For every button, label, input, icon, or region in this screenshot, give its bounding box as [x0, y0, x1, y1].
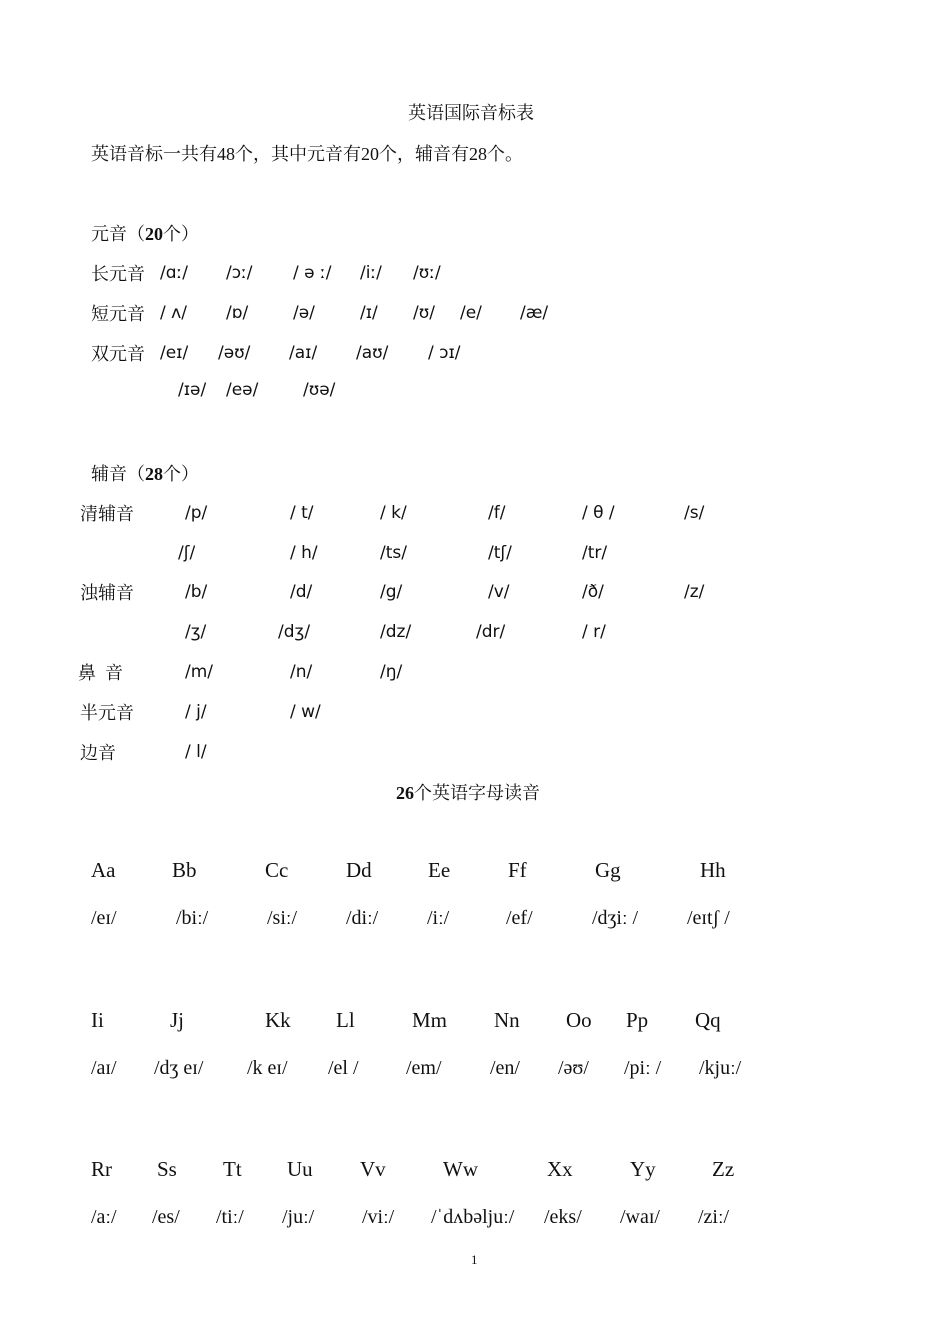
letter-pronunciation: /iː/ [427, 907, 450, 929]
letter: Dd [346, 858, 372, 882]
letter: Jj [170, 1008, 185, 1032]
letter-pronunciation: /dʒ eɪ/ [154, 1057, 204, 1079]
letter-pronunciation: /kjuː/ [699, 1057, 742, 1079]
diphthong: /aɪ/ [289, 343, 318, 363]
letter: Mm [412, 1008, 448, 1032]
voiceless-consonant: /ts/ [380, 543, 407, 563]
long-vowel: /ʊː/ [413, 263, 441, 283]
letter-pronunciation: /tiː/ [216, 1206, 244, 1228]
short-vowel: /ɒ/ [226, 303, 249, 323]
letter-pronunciation: /əʊ/ [558, 1057, 589, 1079]
short-vowel: / ʌ/ [160, 303, 187, 323]
voiced-consonant: /ð/ [582, 582, 604, 602]
long-vowels-label: 长元音 [91, 264, 145, 284]
letter-pronunciation: /en/ [490, 1057, 520, 1079]
diphthong: /aʊ/ [356, 343, 389, 363]
semivowel-label: 半元音 [80, 703, 134, 723]
voiceless-consonant: /tʃ/ [488, 543, 512, 563]
voiced-consonant: / r/ [582, 622, 606, 642]
nasal-label: 鼻 音 [78, 663, 123, 683]
diphthong: /əʊ/ [218, 343, 251, 363]
letter-pronunciation: /siː/ [267, 907, 298, 929]
semivowel-consonant: / j/ [185, 702, 207, 722]
voiceless-consonant: / k/ [380, 503, 407, 523]
letter: Bb [172, 858, 197, 882]
short-vowel: /æ/ [520, 303, 549, 323]
letter-pronunciation: /viː/ [362, 1206, 395, 1228]
letter: Uu [287, 1157, 313, 1181]
voiced-consonant: /v/ [488, 582, 510, 602]
short-vowel: /e/ [460, 303, 482, 323]
short-vowels-label: 短元音 [91, 304, 145, 324]
consonants-heading: 辅音（28个） [91, 464, 199, 484]
alphabet-heading: 26个英语字母读音 [396, 783, 540, 803]
voiced-consonant: /dr/ [476, 622, 506, 642]
letter-pronunciation: /em/ [406, 1057, 442, 1079]
letter-pronunciation: /ef/ [506, 907, 533, 929]
letter: Yy [630, 1157, 656, 1181]
letter: Zz [712, 1157, 735, 1181]
page-number: 1 [471, 1252, 478, 1267]
voiceless-consonant: /ʃ/ [178, 543, 196, 563]
diphthong: /eə/ [226, 380, 259, 400]
voiced-consonant: /d/ [290, 582, 313, 602]
voiceless-consonant: /f/ [488, 503, 506, 523]
voiceless-consonant: / t/ [290, 503, 314, 523]
long-vowel: /ɔː/ [226, 263, 253, 283]
letter-pronunciation: /aː/ [91, 1206, 117, 1228]
letter-pronunciation: /eɪtʃ / [687, 907, 730, 929]
letter: Tt [223, 1157, 242, 1181]
letter-pronunciation: /waɪ/ [620, 1206, 660, 1228]
letter: Qq [695, 1008, 721, 1032]
letter: Hh [700, 858, 726, 882]
short-vowel: /ɪ/ [360, 303, 378, 323]
letter-pronunciation: /k eɪ/ [247, 1057, 288, 1079]
letter-pronunciation: /diː/ [346, 907, 379, 929]
nasal-consonant: /n/ [290, 662, 313, 682]
letter-pronunciation: /aɪ/ [91, 1057, 117, 1079]
letter-pronunciation: /juː/ [282, 1206, 315, 1228]
voiced-consonant: /dʒ/ [278, 622, 311, 642]
nasal-consonant: /m/ [185, 662, 214, 682]
letter: Aa [91, 858, 116, 882]
letter-pronunciation: /piː / [624, 1057, 662, 1079]
vowels-heading: 元音（20个） [91, 224, 199, 244]
voiceless-consonant: / h/ [290, 543, 318, 563]
letter: Ww [443, 1157, 478, 1181]
letter-pronunciation: /biː/ [176, 907, 209, 929]
letter: Ii [91, 1008, 104, 1032]
intro-text: 英语音标一共有48个，其中元音有20个，辅音有28个。 [91, 144, 523, 164]
letter-pronunciation: /el / [328, 1057, 359, 1079]
long-vowel: /iː/ [360, 263, 382, 283]
long-vowel: / ə ː/ [293, 263, 332, 283]
letter: Xx [547, 1157, 573, 1181]
voiced-consonant: /g/ [380, 582, 403, 602]
letter-pronunciation: /dʒiː / [592, 907, 639, 929]
letter: Rr [91, 1157, 112, 1181]
nasal-consonant: /ŋ/ [380, 662, 403, 682]
voiced-consonant: /ʒ/ [185, 622, 207, 642]
lateral-label: 边音 [80, 743, 116, 763]
voiceless-consonant: /s/ [684, 503, 705, 523]
letter: Ff [508, 858, 527, 882]
voiced-consonant: /dz/ [380, 622, 412, 642]
letter: Vv [360, 1157, 386, 1181]
diphthong: /eɪ/ [160, 343, 189, 363]
letter: Pp [626, 1008, 649, 1032]
diphthong: /ɪə/ [178, 380, 207, 400]
letter-pronunciation: /eɪ/ [91, 907, 117, 929]
letter: Ee [428, 858, 451, 882]
voiced-label: 浊辅音 [80, 583, 134, 603]
letter: Gg [595, 858, 621, 882]
letter: Ll [336, 1008, 355, 1032]
voiceless-consonant: /tr/ [582, 543, 608, 563]
short-vowel: /ə/ [293, 303, 315, 323]
voiceless-consonant: / θ / [582, 503, 615, 523]
letter: Oo [566, 1008, 592, 1032]
page-title: 英语国际音标表 [408, 103, 534, 123]
letter: Nn [494, 1008, 520, 1032]
letter-pronunciation: /eks/ [544, 1206, 582, 1228]
letter-pronunciation: /ˈdʌbəljuː/ [431, 1206, 515, 1228]
diphthong: / ɔɪ/ [428, 343, 461, 363]
semivowel-consonant: / w/ [290, 702, 321, 722]
short-vowel: /ʊ/ [413, 303, 435, 323]
letter: Cc [265, 858, 289, 882]
letter: Ss [157, 1157, 177, 1181]
letter-pronunciation: /ziː/ [698, 1206, 730, 1228]
diphthongs-label: 双元音 [91, 344, 145, 364]
lateral-consonant: / l/ [185, 742, 207, 762]
letter-pronunciation: /es/ [152, 1206, 180, 1228]
voiceless-consonant: /p/ [185, 503, 208, 523]
voiced-consonant: /z/ [684, 582, 705, 602]
long-vowel: /ɑː/ [160, 263, 188, 283]
voiced-consonant: /b/ [185, 582, 208, 602]
letter: Kk [265, 1008, 291, 1032]
diphthong: /ʊə/ [303, 380, 336, 400]
voiceless-label: 清辅音 [80, 504, 134, 524]
